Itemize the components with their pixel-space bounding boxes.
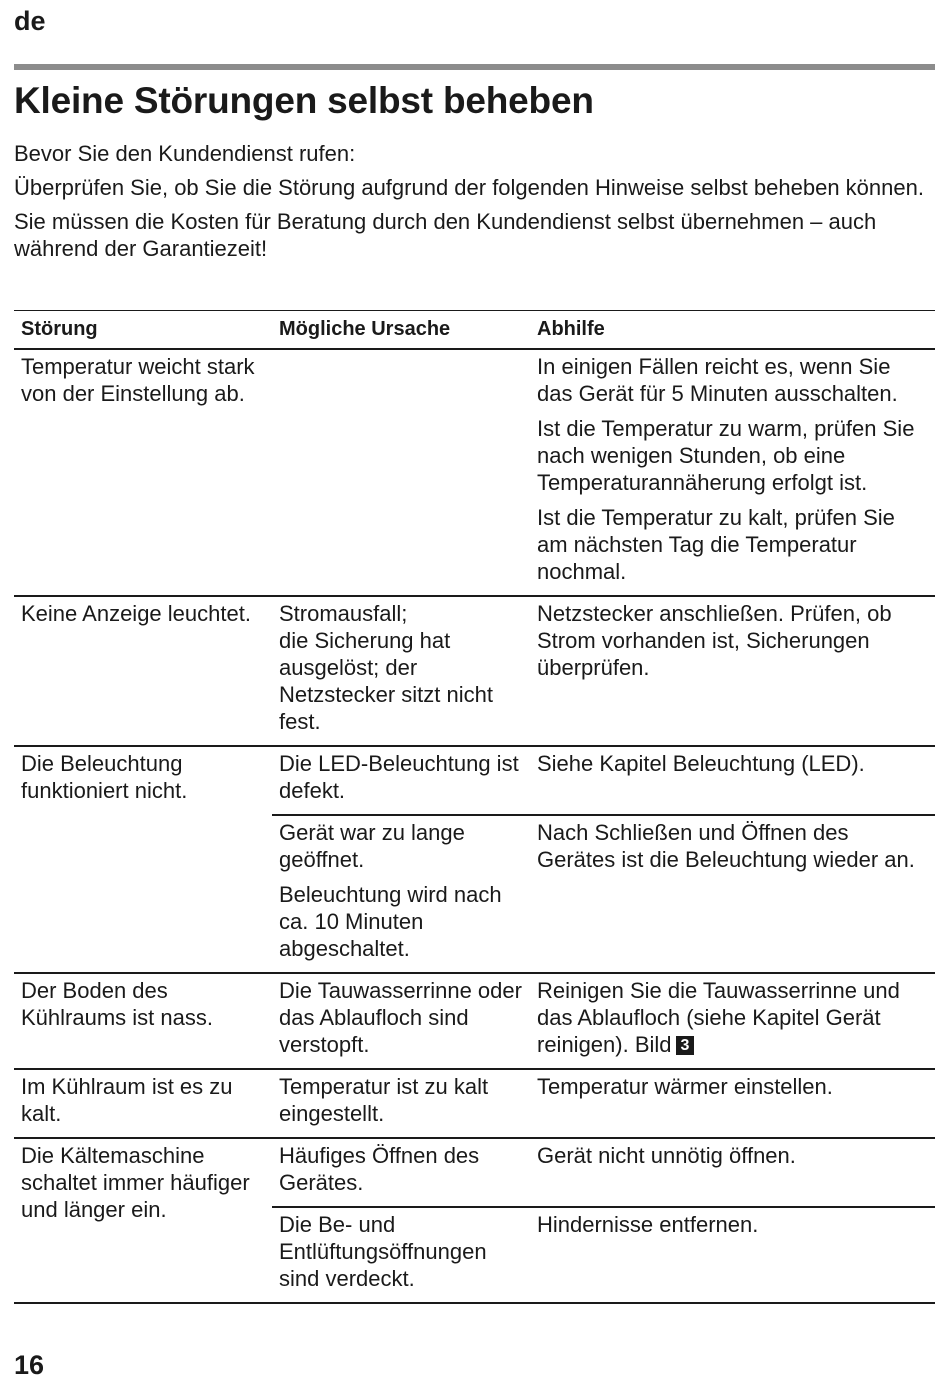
intro-text: [14, 140, 935, 269]
cause-remedy-row: [272, 1206, 935, 1302]
cause-text: Stromausfall; die Sicherung hat ausgelöst; der Netzstecker sitzt nicht fest.: [279, 601, 493, 734]
fault-cell: Die Kältemaschine schaltet immer häufiger und länger ein.: [21, 1143, 250, 1222]
remedy-text: [537, 977, 928, 1058]
cause-text: Häufiges Öffnen des Gerätes.: [279, 1143, 480, 1195]
remedy-text-content: Netzstecker anschließen. Prüfen, ob Strom vorhanden ist, Sicherungen überprüfen.: [537, 601, 892, 680]
remedy-text-content: In einigen Fällen reicht es, wenn Sie das Gerät für 5 Minuten ausschalten.: [537, 354, 898, 406]
header-cause: Mögliche Ursache: [279, 318, 451, 340]
fault-cell: Keine Anzeige leuchtet.: [21, 601, 251, 626]
cause-remedy-group: [272, 597, 935, 745]
remedy-text-content: Gerät nicht unnötig öffnen.: [537, 1143, 796, 1168]
language-tag: de: [14, 6, 46, 36]
remedy-text-content: Ist die Temperatur zu kalt, prüfen Sie am nächsten Tag die Temperatur nochmal.: [537, 505, 895, 584]
cause-remedy-row: [272, 747, 935, 814]
table-row: [14, 747, 935, 974]
table-row: [14, 974, 935, 1070]
remedy-text: [537, 504, 928, 585]
remedy-text-content: Reinigen Sie die Tauwasserrinne und das Ablaufloch (siehe Kapitel Gerät reinigen). Bild: [537, 978, 900, 1057]
remedy-cell: [530, 747, 935, 814]
page-number: 16: [14, 1350, 45, 1380]
cause-remedy-group: [272, 974, 935, 1068]
remedy-cell: [530, 1139, 935, 1206]
fault-cell: Temperatur weicht stark von der Einstellung ab.: [21, 354, 255, 406]
table-row: [14, 350, 935, 597]
cause-cell: [272, 597, 530, 745]
table-row: [14, 1070, 935, 1139]
remedy-cell: [530, 974, 935, 1068]
cause-cell: [272, 974, 530, 1068]
fault-cell: Die Beleuchtung funktioniert nicht.: [21, 751, 188, 803]
table-row: [14, 597, 935, 747]
cause-cell: [272, 1139, 530, 1206]
remedy-text-content: Temperatur wärmer einstellen.: [537, 1074, 833, 1099]
cause-text: Beleuchtung wird nach ca. 10 Minuten abgeschaltet.: [279, 882, 502, 961]
table-header: [14, 310, 935, 350]
intro-paragraph: Sie müssen die Kosten für Beratung durch den Kundendienst selbst übernehmen – auch während der Garantiezeit!: [14, 209, 877, 261]
cause-remedy-row: [272, 1070, 935, 1137]
remedy-text: [537, 353, 928, 407]
remedy-text: [537, 415, 928, 496]
remedy-text: [537, 819, 928, 873]
intro-paragraph: Bevor Sie den Kundendienst rufen:: [14, 141, 356, 166]
cause-remedy-group: [272, 747, 935, 972]
cause-remedy-row: [272, 1139, 935, 1206]
header-fault: Störung: [21, 318, 98, 340]
cause-cell: [272, 747, 530, 814]
cause-remedy-row: [272, 350, 935, 595]
cause-remedy-group: [272, 1070, 935, 1137]
cause-remedy-group: [272, 350, 935, 595]
cause-text: Temperatur ist zu kalt eingestellt.: [279, 1074, 489, 1126]
cause-text: Die Tauwasserrinne oder das Ablaufloch sind verstopft.: [279, 978, 522, 1057]
fault-cell: Im Kühlraum ist es zu kalt.: [21, 1074, 233, 1126]
cause-text: Die Be- und Entlüftungsöffnungen sind verdeckt.: [279, 1212, 487, 1291]
cause-remedy-group: [272, 1139, 935, 1302]
remedy-cell: [530, 1070, 935, 1137]
remedy-cell: [530, 350, 935, 595]
cause-cell: [272, 1070, 530, 1137]
remedy-cell: [530, 816, 935, 972]
troubleshooting-table: [14, 310, 935, 1304]
page-title: Kleine Störungen selbst beheben: [14, 80, 594, 121]
cause-text: Die LED-Beleuchtung ist defekt.: [279, 751, 519, 803]
intro-paragraph: Überprüfen Sie, ob Sie die Störung aufgrund der folgenden Hinweise selbst beheben können.: [14, 175, 924, 200]
cause-cell: [272, 350, 530, 595]
remedy-text: [537, 750, 928, 777]
cause-remedy-row: [272, 814, 935, 972]
table-body: [14, 350, 935, 1304]
remedy-cell: [530, 597, 935, 745]
remedy-text-content: Siehe Kapitel Beleuchtung (LED).: [537, 751, 865, 776]
remedy-cell: [530, 1208, 935, 1302]
remedy-text: [537, 600, 928, 681]
remedy-text: [537, 1211, 928, 1238]
header-rule: [14, 64, 935, 70]
cause-cell: [272, 1208, 530, 1302]
header-remedy: Abhilfe: [537, 318, 605, 340]
remedy-text-content: Nach Schließen und Öffnen des Gerätes ist die Beleuchtung wieder an.: [537, 820, 915, 872]
cause-remedy-row: [272, 597, 935, 745]
cause-cell: [272, 816, 530, 972]
remedy-text-content: Hindernisse entfernen.: [537, 1212, 759, 1237]
figure-reference-badge: 3: [676, 1036, 695, 1055]
cause-remedy-row: [272, 974, 935, 1068]
table-row: [14, 1139, 935, 1304]
fault-cell: Der Boden des Kühlraums ist nass.: [21, 978, 213, 1030]
remedy-text: [537, 1073, 928, 1100]
remedy-text-content: Ist die Temperatur zu warm, prüfen Sie nach wenigen Stunden, ob eine Temperaturannäherung erfolgt ist.: [537, 416, 915, 495]
remedy-text: [537, 1142, 928, 1169]
cause-text: Gerät war zu lange geöffnet.: [279, 820, 465, 872]
